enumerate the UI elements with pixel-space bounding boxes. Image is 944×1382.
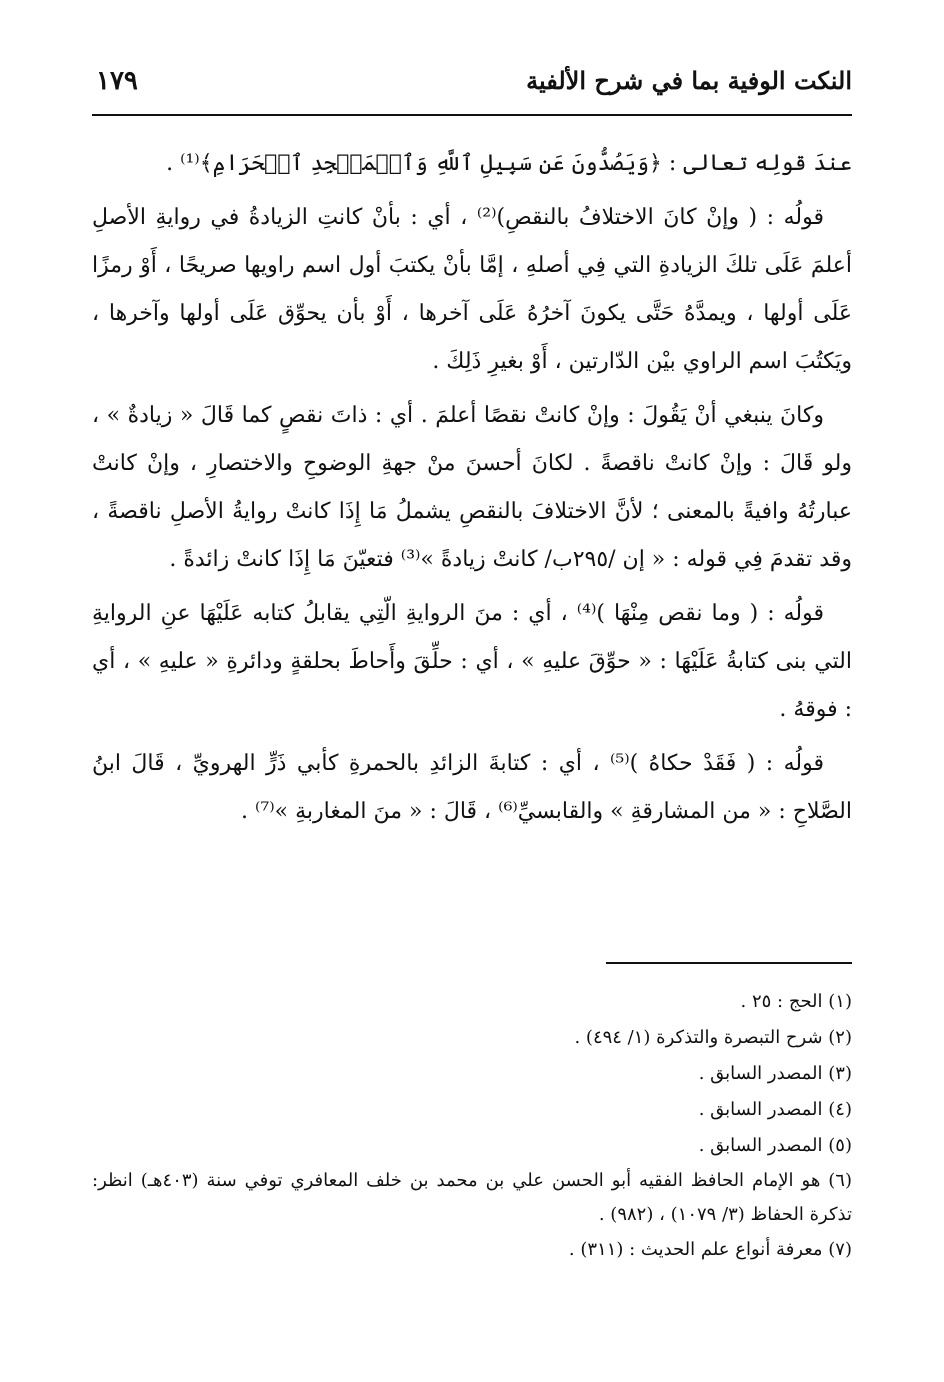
header-divider [92,114,852,116]
footnotes [92,984,852,1268]
paragraph-quran-citation: عندَ قولِه تعالى : ﴿وَيَصُدُّونَ عَن سَبِيلِ ٱللَّهِ وَٱلۡمَسۡجِدِ ٱلۡحَرَامِ﴾⁽¹⁾ . [166,151,852,176]
paragraph-ikhtilaf-bil-naqs: قولُه : ( وإنْ كانَ الاختلافُ بالنقصِ)⁽²⁾ ، أي : بأنْ كانتِ الزيادةُ في روايةِ الأصلِ أعلمَ عَلَى تلكَ الزيادةِ التي فِي أصلهِ ، إمَّا بأنْ يكتبَ أول اسم راويها صريحًا ، أَوْ رمزًا عَلَى أولها ، ويمدَّهُ حَتَّى يكونَ آخرُهُ عَلَى آخرها ، أَوْ بأن يحوِّق عَلَى أولها وآخرها ، ويَكتُبَ اسم الراوي بيْن الدّارتين ، أَوْ بغيرِ ذَلِكَ . [92,205,852,374]
main-text [92,140,852,842]
paragraph-naqsan-alama: وكانَ ينبغي أنْ يَقُولَ : وإنْ كانتْ نقصًا أعلمَ . أي : ذاتَ نقصٍ كما قَالَ « زيادةٌ » ، ولو قَالَ : وإنْ كانتْ ناقصةً . لكانَ أحسنَ منْ جهةِ الوضوحِ والاختصارِ ، وإنْ كانتْ عبارتُهُ وافيةً بالمعنى ؛ لأنَّ الاختلافَ بالنقصِ يشملُ مَا إِذَا كانتْ روايةُ الأصلِ ناقصةً ، وقد تقدمَ فِي قوله : « إن /٢٩٥ب/ كانتْ زيادةً »⁽³⁾ فتعيّنَ مَا إِذَا كانتْ زائدةً . [92,403,852,572]
running-header [92,58,852,114]
footnote-6: (٦) هو الإمام الحافظ الفقيه أبو الحسن علي بن محمد بن خلف المعافري توفي سنة (٤٠٣هـ) انظر: تذكرة الحفاظ (٣/ ١٠٧٩) ، (٩٨٢) . [92,1170,852,1225]
footnote-7: (٧) معرفة أنواع علم الحديث : (٣١١) . [568,1239,852,1260]
paragraph-faqad-hakahu: قولُه : ( فَقَدْ حكاهُ )⁽⁵⁾ ، أي : كتابةَ الزائدِ بالحمرةِ كأبي ذَرٍّ الهرويِّ ، قَالَ ابنُ الصَّلاحِ : « من المشارقةِ » والقابسيِّ⁽⁶⁾ ، قَالَ : « منَ المغاربةِ »⁽⁷⁾ . [92,751,852,824]
page-number: ١٧٩ [96,66,138,96]
footnote-2: (٢) شرح التبصرة والتذكرة (١/ ٤٩٤) . [574,1027,852,1048]
footnote-4: (٤) المصدر السابق . [698,1099,852,1120]
footnote-5: (٥) المصدر السابق . [698,1135,852,1156]
running-header-title: النكت الوفية بما في شرح الألفية [526,66,852,95]
footnote-divider [606,962,852,964]
footnote-1: (١) الحج : ٢٥ . [740,991,852,1012]
footnote-3: (٣) المصدر السابق . [698,1063,852,1084]
paragraph-wama-naqasa: قولُه : ( وما نقص مِنْهَا )⁽⁴⁾ ، أي : منَ الروايةِ الّتِي يقابلُ كتابه عَلَيْهَا عنِ الروايةِ التي بنى كتابةُ عَلَيْهَا : « حوِّقَ عليهِ » ، أي : حلِّقَ وأَحاطَ بحلقةٍ ودائرةِ « عليهِ » ، أي : فوقهُ . [92,601,852,722]
